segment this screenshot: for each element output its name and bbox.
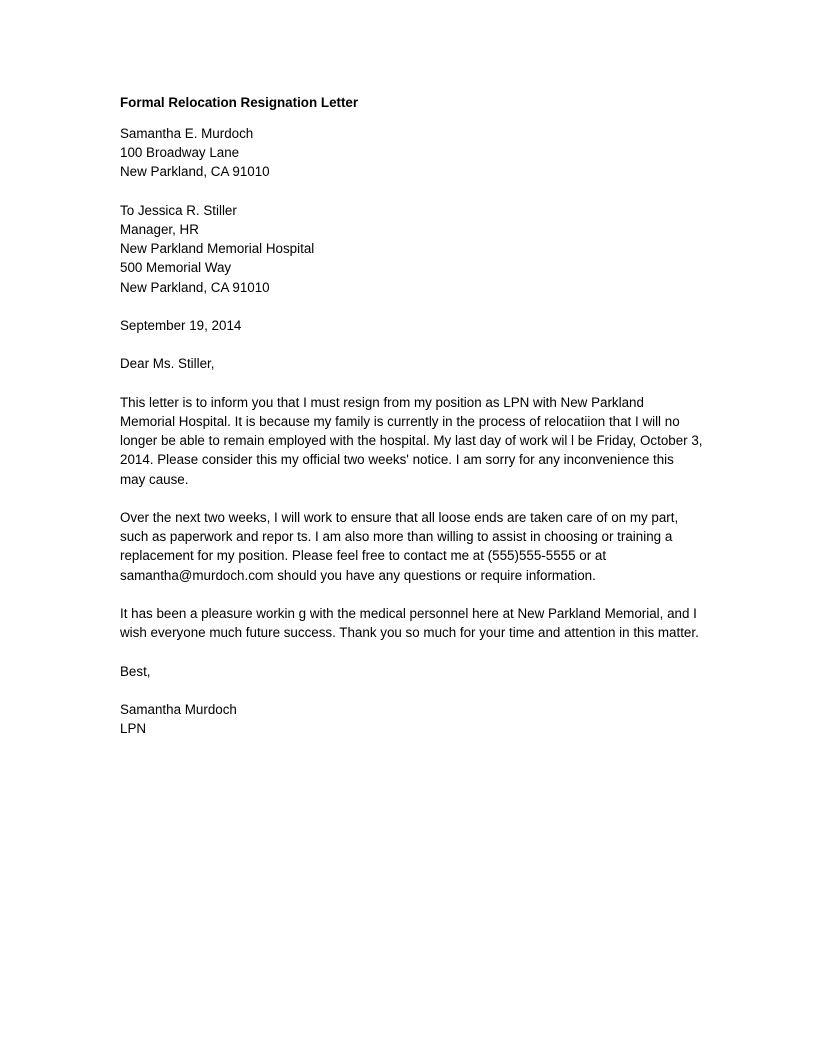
signature-title: LPN [120,721,147,737]
sender-street: 100 Broadway Lane [120,145,240,161]
sender-city: New Parkland, CA 91010 [120,164,270,180]
paragraph-line: longer be able to remain employed with the hospital. My last day of work wil l be Friday, October 3, [120,433,703,449]
recipient-city: New Parkland, CA 91010 [120,279,270,295]
paragraph-line: 2014. Please consider this my official two weeks' notice. I am sorry for any inconvenience this [120,452,674,468]
recipient-name: To Jessica R. Stiller [120,202,237,218]
letter-date: September 19, 2014 [120,318,242,333]
sender-name: Samantha E. Murdoch [120,126,254,141]
recipient-title: Manager, HR [120,222,199,237]
signature-block [120,700,700,738]
closing: Best, [120,663,151,679]
paragraph-line: wish everyone much future success. Thank you so much for your time and attention in this matter. [120,625,699,641]
recipient-organization: New Parkland Memorial Hospital [120,241,315,257]
paragraph-line: This letter is to inform you that I must resign from my position as LPN with New Parkland [120,394,644,410]
letter-page [120,93,703,758]
paragraph-line: Over the next two weeks, I will work to ensure that all loose ends are taken care of on my part, [120,509,679,525]
paragraph-line: replacement for my position. Please feel free to contact me at (555)555-5555 or at [120,548,607,564]
paragraph-line: It has been a pleasure workin g with the medical personnel here at New Parkland Memorial, and I [120,605,697,621]
paragraph-line: Memorial Hospital. It is because my family is currently in the process of relocatiion that I will no [120,413,680,429]
paragraph-line: samantha@murdoch.com should you have any questions or require information. [120,567,596,583]
recipient-street: 500 Memorial Way [120,260,232,276]
signature-name: Samantha Murdoch [120,701,237,717]
salutation: Dear Ms. Stiller, [120,356,215,372]
body-paragraph-1 [120,393,703,489]
paragraph-line: may cause. [120,471,189,487]
body-paragraph-2 [120,508,700,585]
body-paragraph-3 [120,604,700,642]
sender-address [120,124,700,182]
paragraph-line: such as paperwork and repor ts. I am also more than willing to assist in choosing or training a [120,529,673,545]
letter-title: Formal Relocation Resignation Letter [120,95,359,110]
recipient-address [120,201,700,297]
